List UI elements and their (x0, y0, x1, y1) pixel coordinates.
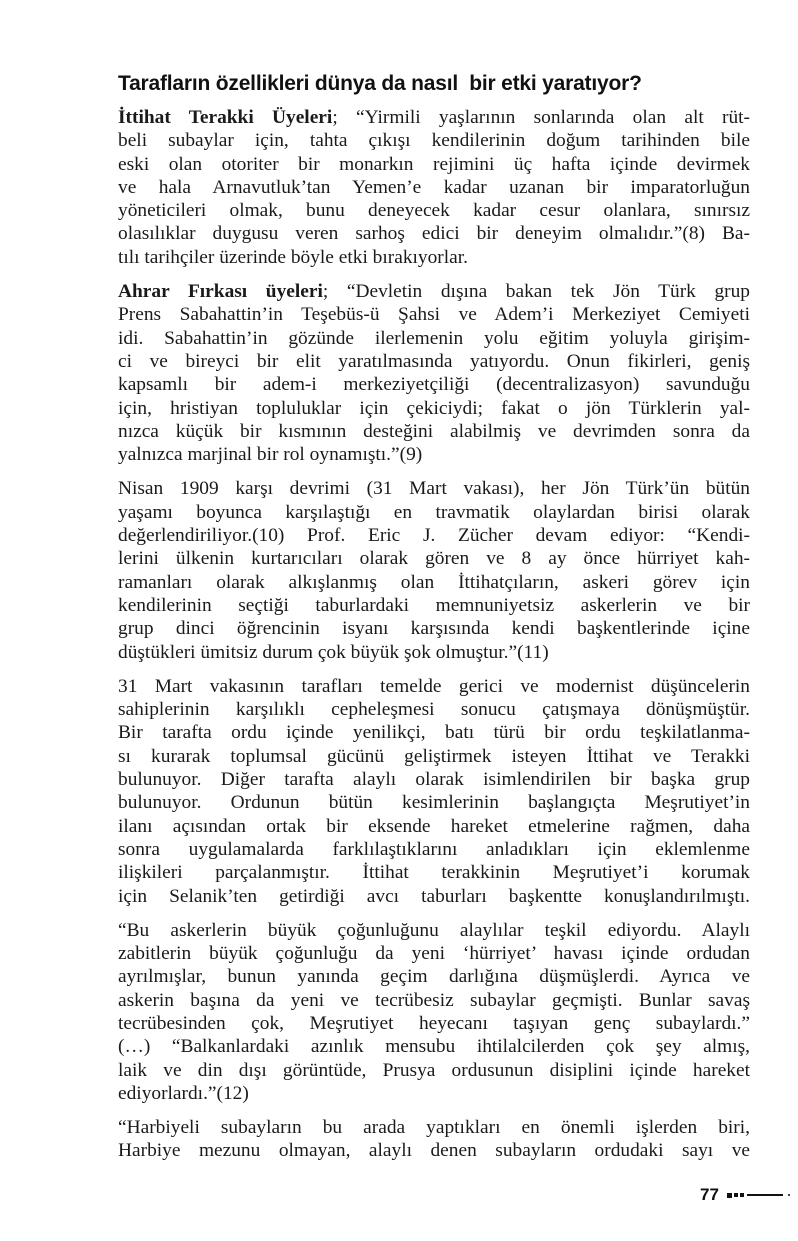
text-line: yaşamı boyunca karşılaştığı en travmatik olaylardan birisi olarak (118, 501, 750, 523)
paragraph-nisan-1909 (118, 477, 750, 663)
paragraph-alaylilar-quote (118, 919, 750, 1105)
text-line: yalnızca marjinal bir rol oynamıştı.”(9) (118, 444, 423, 466)
text-line: için, hristiyan topluluklar için çekiciydi; fakat o jön Türklerin yal- (118, 397, 750, 419)
book-page (118, 70, 750, 1174)
text-line: tılı tarihçiler üzerinde böyle etki bırakıyorlar. (118, 246, 468, 268)
text-line: Bir tarafta ordu içinde yenilikçi, batı türü bir ordu teşkilatlanma- (118, 722, 750, 744)
dotted-rule-ornament-icon (727, 1193, 790, 1198)
text-line: için Selanik’ten getirdiği avcı taburları başkentte konuşlandırılmıştı. (118, 885, 750, 907)
text-line: bulunuyor. Diğer tarafta alaylı olarak isimlendirilen bir başka grup (118, 769, 750, 791)
text-line: sı kurarak toplumsal gücünü geliştirmek isteyen İttihat ve Terakki (118, 745, 750, 767)
text-line: sonra uygulamalarda farklılaştıklarını anladıkları için eklemlenme (118, 838, 750, 860)
text-line: “Harbiyeli subayların bu arada yaptıkları en önemli işlerden biri, (118, 1117, 750, 1139)
page-number: 77 (700, 1185, 719, 1204)
section-heading: Tarafların özellikleri dünya da nasıl bir etki yaratıyor? (118, 72, 642, 95)
text-line: ayrılmışlar, bunun yanında geçim darlığına düşmüşlerdi. Ayrıca ve (118, 966, 750, 988)
text-line: olasılıklar duygusu veren sarhoş edici bir deneyim olmalıdır.”(8) Ba- (118, 223, 750, 245)
text-line: Nisan 1909 karşı devrimi (31 Mart vakası), her Jön Türk’ün bütün (118, 478, 750, 500)
text-line: ilişkileri parçalanmıştır. İttihat terakkinin Meşrutiyet’i korumak (118, 862, 750, 884)
text-line: kapsamlı bir adem-i merkeziyetçiliği (decentralizasyon) savunduğu (118, 374, 750, 396)
text-line: 31 Mart vakasının tarafları temelde gerici ve modernist düşüncelerin (118, 675, 750, 697)
text-line: beli subaylar için, tahta çıkışı kendilerinin doğum tarihinden bile (118, 130, 750, 152)
text-line: tecrübesinden çok, Meşrutiyet heyecanı taşıyan genç subaylardı.” (118, 1012, 750, 1034)
text-line: idi. Sabahattin’in gözünde ilerlemenin yolu eğitim yoluyla girişim- (118, 327, 750, 349)
text-line: grup dinci öğrencinin isyanı karşısında kendi başkentlerinde içine (118, 618, 750, 640)
text-line: zabitlerin büyük çoğunluğu da yeni ‘hürriyet’ havası içinde ordudan (118, 943, 750, 965)
text-line: “Bu askerlerin büyük çoğunluğunu alaylılar teşkil ediyordu. Alaylı (118, 919, 750, 941)
paragraph-harbiyeli (118, 1116, 750, 1163)
text-line: değerlendiriliyor.(10) Prof. Eric J. Zücher devam ediyor: “Kendi- (118, 525, 750, 547)
text-line: nızca küçük bir kısmının desteğini alabilmiş ve devrimden sonra da (118, 420, 750, 442)
text-line: ilanı açısından ortak bir eksende hareket etmelerine rağmen, daha (118, 815, 750, 837)
page-footer (690, 1180, 798, 1210)
paragraph-lead: Ahrar Fırkası üyeleri (118, 281, 323, 303)
text-line: lerini ülkenin kurtarıcıları olarak gören ve 8 ay önce hürriyet kah- (118, 548, 750, 570)
text-line: ci ve bireyci bir elit yaratılmasında yatıyordu. Onun fikirleri, geniş (118, 350, 750, 372)
text-line: ve hala Arnavutluk’tan Yemen’e kadar uzanan bir imparatorluğun (118, 176, 750, 198)
text-line: eski olan otoriter bir monarkın rejimini üç hafta içinde devirmek (118, 153, 750, 175)
text-line: (…) “Balkanlardaki azınlık mensubu ihtilalcilerden çok şey almış, (118, 1036, 750, 1058)
text-line: sahiplerinin karşılıklı cepheleşmesi sonucu çatışmaya dönüşmüştür. (118, 699, 750, 721)
paragraph-31-mart (118, 675, 750, 908)
paragraph-lead: İttihat Terakki Üyeleri (118, 107, 333, 128)
text-line: askerin başına da yeni ve tecrübesiz subaylar geçmişti. Bunlar savaş (118, 989, 750, 1011)
text-line: bulunuyor. Ordunun bütün kesimlerinin başlangıçta Meşrutiyet’in (118, 792, 750, 814)
text-line: Prens Sabahattin’in Teşebüs-ü Şahsi ve Adem’i Merkeziyet Cemiyeti (118, 304, 750, 326)
text-line: Harbiye mezunu olmayan, alaylı denen subayların ordudaki sayı ve (118, 1140, 750, 1162)
paragraph-ahrar-firkasi: Ahrar Fırkası üyeleri; “Devletin dışına bakan tek Jön Türk grup Prens Sabahattin’in Teşebüs-ü Şahsi ve Adem’i Merkeziyet Cemiyeti idi. Sabahattin’in gözünde ilerlemenin yolu eğitim yoluyla girişim- ci ve bireyci bir elit yaratılmasında yatıyordu. Onun fikirleri, geniş kapsamlı bir adem-i merkeziyetçiliği (decentralizasyon) savunduğu için, hristiyan topluluklar için çekiciydi; fakat o jön Türklerin yal- nızca küçük bir kısmının desteğini alabilmiş ve devrimden sonra da yalnızca marjinal bir rol oynamıştı.”(9) (118, 281, 751, 466)
text-line: ramanları olarak alkışlanmış olan İttihatçıların, askeri görev için (118, 571, 750, 593)
text-line: yöneticileri olmak, bunu deneyecek kadar cesur olanlara, sınırsız (118, 200, 750, 222)
text-line: kendilerinin seçtiği taburlardaki memnuniyetsiz askerlerin ve bir (118, 594, 750, 616)
text-line: düştükleri ümitsiz durum çok büyük şok olmuştur.”(11) (118, 641, 549, 663)
paragraph-ittihat-terakki: İttihat Terakki Üyeleri; “Yirmili yaşlarının sonlarında olan alt rüt- beli subaylar için, tahta çıkışı kendilerinin doğum tarihinden bile eski olan otoriter bir monarkın rejimini üç hafta içinde devirmek ve hala Arnavutluk’tan Yemen’e kadar uzanan bir imparatorluğun yöneticileri olmak, bunu deneyecek kadar cesur olanlara, sınırsız olasılıklar duygusu veren sarhoş edici bir deneyim olmalıdır.”(8) Ba- tılı tarihçiler üzerinde böyle etki bırakıyorlar. (118, 107, 750, 268)
text-line: ediyorlardı.”(12) (118, 1082, 249, 1104)
text-line: laik ve din dışı görüntüde, Prusya ordusunun disiplini içinde hareket (118, 1059, 750, 1081)
